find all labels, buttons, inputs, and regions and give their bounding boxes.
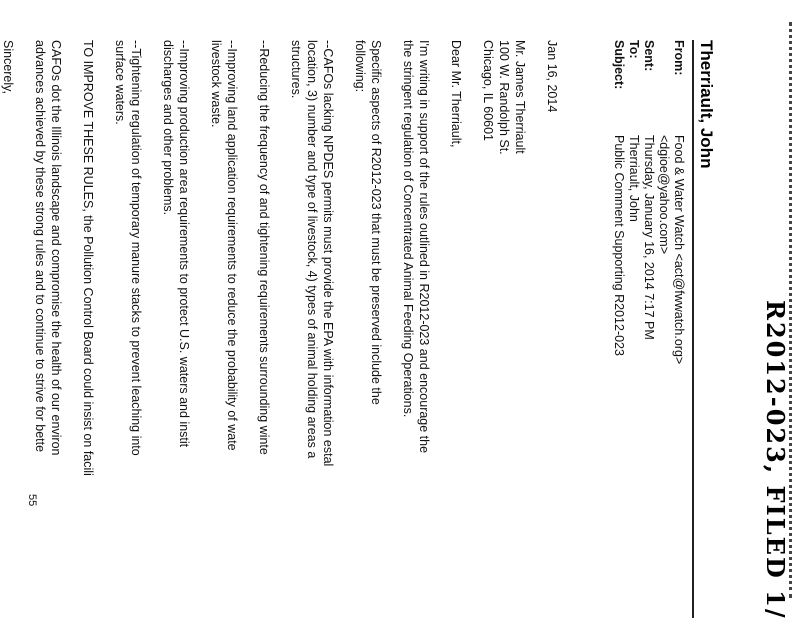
letter-line: Specific aspects of R2012-023 that must be preserved include the xyxy=(369,40,383,405)
header-value: Thursday, January 16, 2014 7:17 PM xyxy=(642,135,656,340)
header-value: <dgioe@yahoo.com> xyxy=(657,135,671,255)
letter-line: TO IMPROVE THESE RULES, the Pollution Control Board could insist on facili xyxy=(81,40,95,476)
letter-line: Dear Mr. Therriault, xyxy=(449,40,463,148)
header-value: Food & Water Watch <act@fwwatch.org> xyxy=(672,135,686,365)
letter-line: following: xyxy=(353,40,367,93)
letter-line: Jan 16, 2014 xyxy=(545,40,559,113)
letter-line: Chicago, IL 60601 xyxy=(481,40,495,142)
letter-line: CAFOs dot the Illinois landscape and compromise the health of our environ xyxy=(49,40,63,456)
header-label: Subject: xyxy=(612,40,626,90)
letter-line: --Tightening regulation of temporary manure stacks to prevent leaching into xyxy=(129,40,143,456)
letter-line: Sincerely, xyxy=(1,40,15,94)
letter-line: discharges and other problems. xyxy=(161,40,175,216)
letter-line: surface waters. xyxy=(113,40,127,125)
header-value: Public Comment Supporting R2012-023 xyxy=(612,135,626,356)
header-divider xyxy=(692,40,694,618)
letter-line: Mr. James Therriault xyxy=(513,40,527,154)
filing-stamp: R2012-023, FILED 1/ xyxy=(761,300,790,620)
page-number: 55 xyxy=(26,494,38,507)
letter-line: I'm writing in support of the rules outlined in R2012-023 and encourage the xyxy=(417,40,431,454)
header-label: Sent: xyxy=(642,40,656,72)
letter-line: structures. xyxy=(289,40,303,99)
letter-line: 100 W. Randolph St. xyxy=(497,40,511,155)
letter-line: --Improving production area requirements to protect U.S. waters and instit xyxy=(177,40,191,448)
header-label: To: xyxy=(627,40,641,59)
letter-line: livestock waste. xyxy=(209,40,223,128)
from-name-heading: Therriault, John xyxy=(697,40,716,169)
header-value: Therriault, John xyxy=(627,135,641,222)
letter-line: --Reducing the frequency of and tightening requirements surrounding winte xyxy=(257,40,271,455)
letter-line: --Improving land application requirements to reduce the probability of wate xyxy=(225,40,239,451)
letter-line: location, 3) number and type of livestock, 4) types of animal holding areas a xyxy=(305,40,319,459)
letter-line: the stringent regulation of Concentrated Animal Feeding Operations. xyxy=(401,40,415,418)
header-label: From: xyxy=(672,40,686,76)
letter-line: --CAFOs lacking NPDES permits must provide the EPA with information estal xyxy=(321,40,335,467)
letter-line: advances achieved by these strong rules and to continue to strive for bette xyxy=(33,40,47,453)
